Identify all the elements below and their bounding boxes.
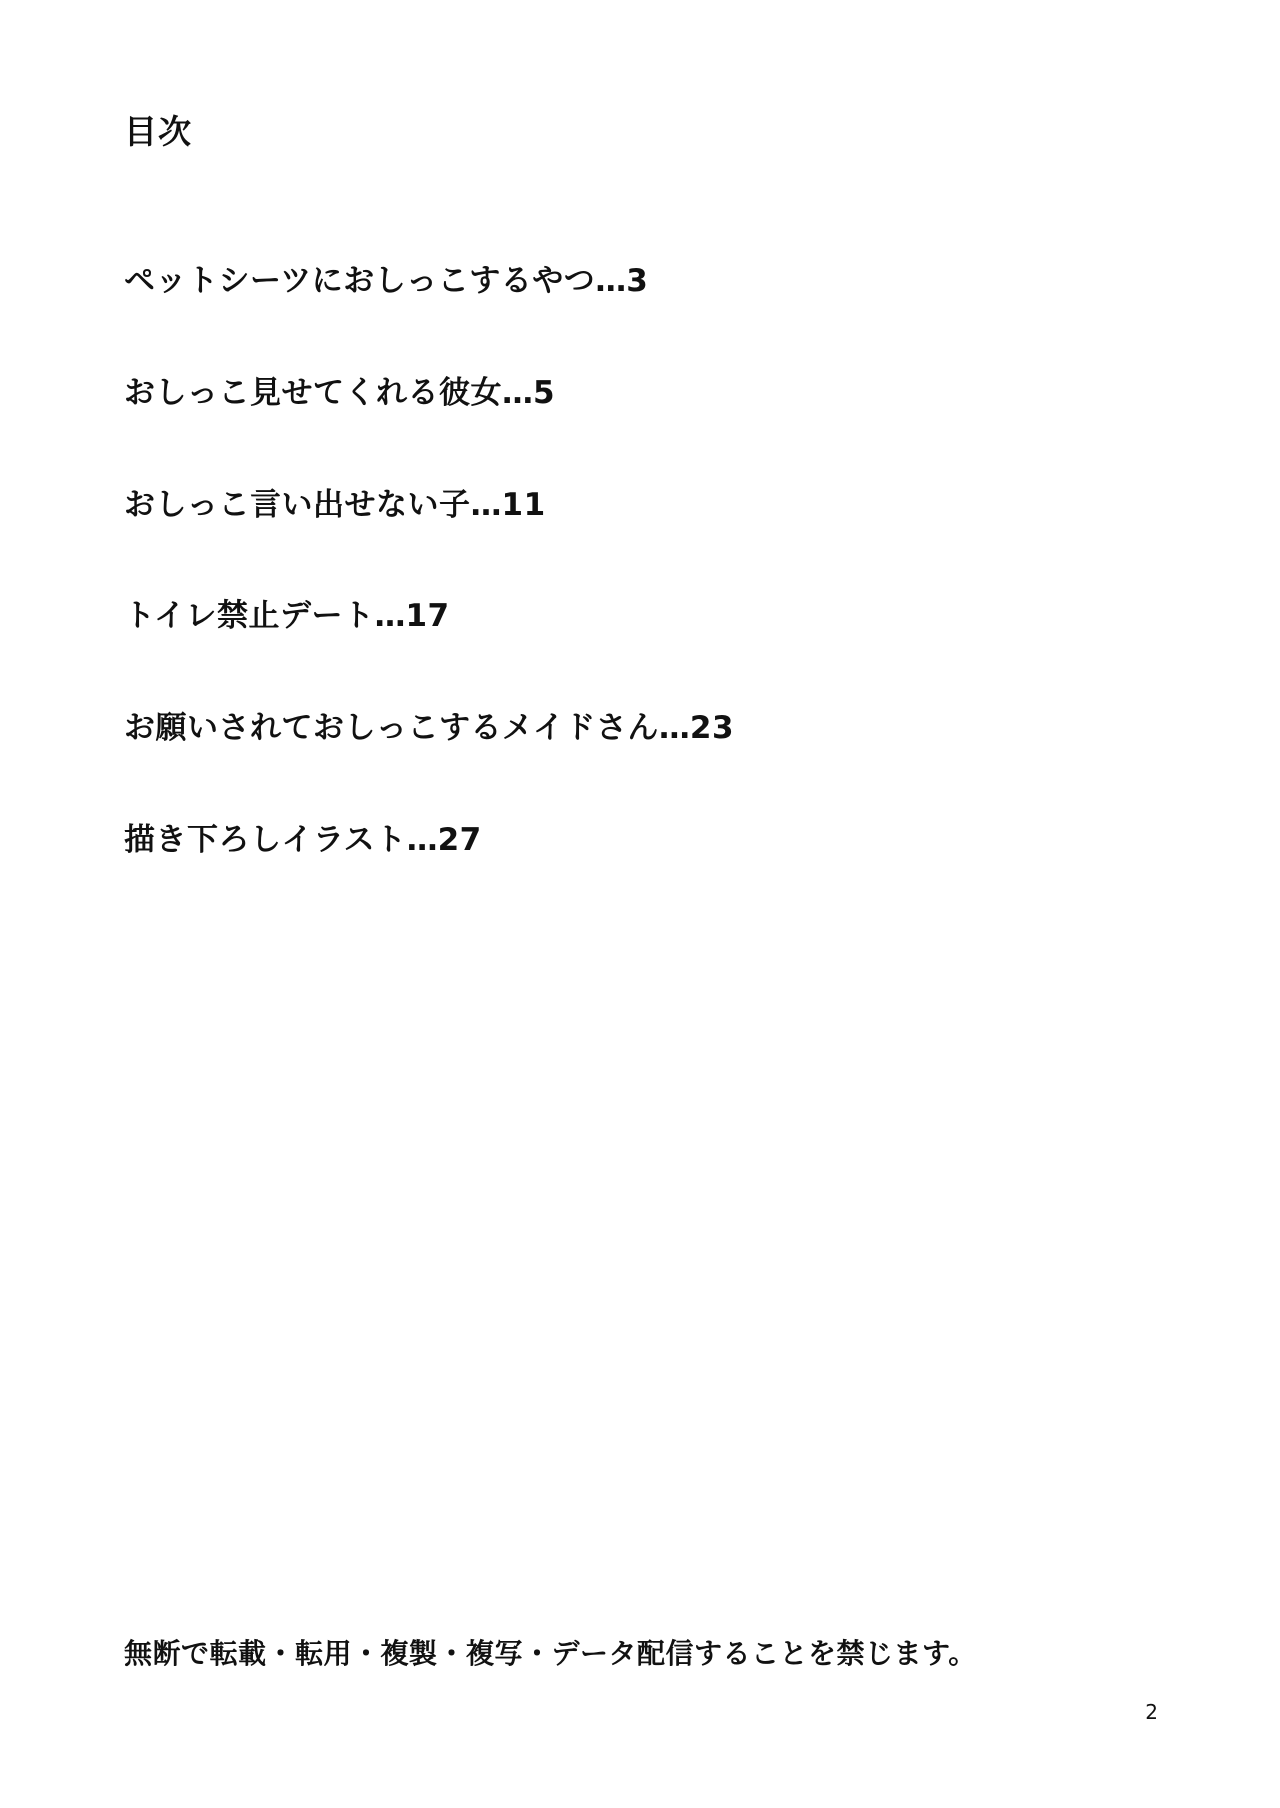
page-title: 目次 xyxy=(124,112,192,151)
toc-entry-page: 27 xyxy=(437,821,482,858)
toc-entry-page: 5 xyxy=(533,374,556,411)
list-item[interactable] xyxy=(124,262,1124,301)
page-number: 2 xyxy=(1145,1700,1158,1724)
table-of-contents xyxy=(124,262,1124,860)
list-item[interactable] xyxy=(124,374,1124,413)
toc-entry-leader: … xyxy=(374,598,406,635)
toc-entry-title: トイレ禁止デート xyxy=(124,598,375,635)
toc-entry-title: おしっこ見せてくれる彼女 xyxy=(124,374,502,411)
toc-entry-page: 3 xyxy=(626,263,649,299)
list-item[interactable] xyxy=(124,597,1124,636)
toc-entry-leader: … xyxy=(658,710,690,746)
list-item[interactable] xyxy=(124,709,1124,748)
toc-entry-title: お願いされておしっこするメイドさん xyxy=(124,710,659,746)
toc-entry-leader: … xyxy=(595,263,627,299)
list-item[interactable] xyxy=(124,821,1124,860)
toc-entry-title: 描き下ろしイラスト xyxy=(124,821,407,858)
toc-entry-leader: … xyxy=(502,374,533,411)
toc-entry-leader: … xyxy=(470,486,502,523)
list-item[interactable] xyxy=(124,486,1124,525)
toc-entry-page: 17 xyxy=(405,598,450,635)
toc-entry-title: おしっこ言い出せない子 xyxy=(124,486,471,523)
toc-entry-page: 23 xyxy=(689,710,735,746)
toc-entry-leader: … xyxy=(406,821,438,858)
toc-entry-page: 11 xyxy=(501,486,546,523)
toc-entry-title: ペットシーツにおしっこするやつ xyxy=(124,263,596,299)
copyright-notice: 無断で転載・転用・複製・複写・データ配信することを禁じます。 xyxy=(124,1637,977,1670)
